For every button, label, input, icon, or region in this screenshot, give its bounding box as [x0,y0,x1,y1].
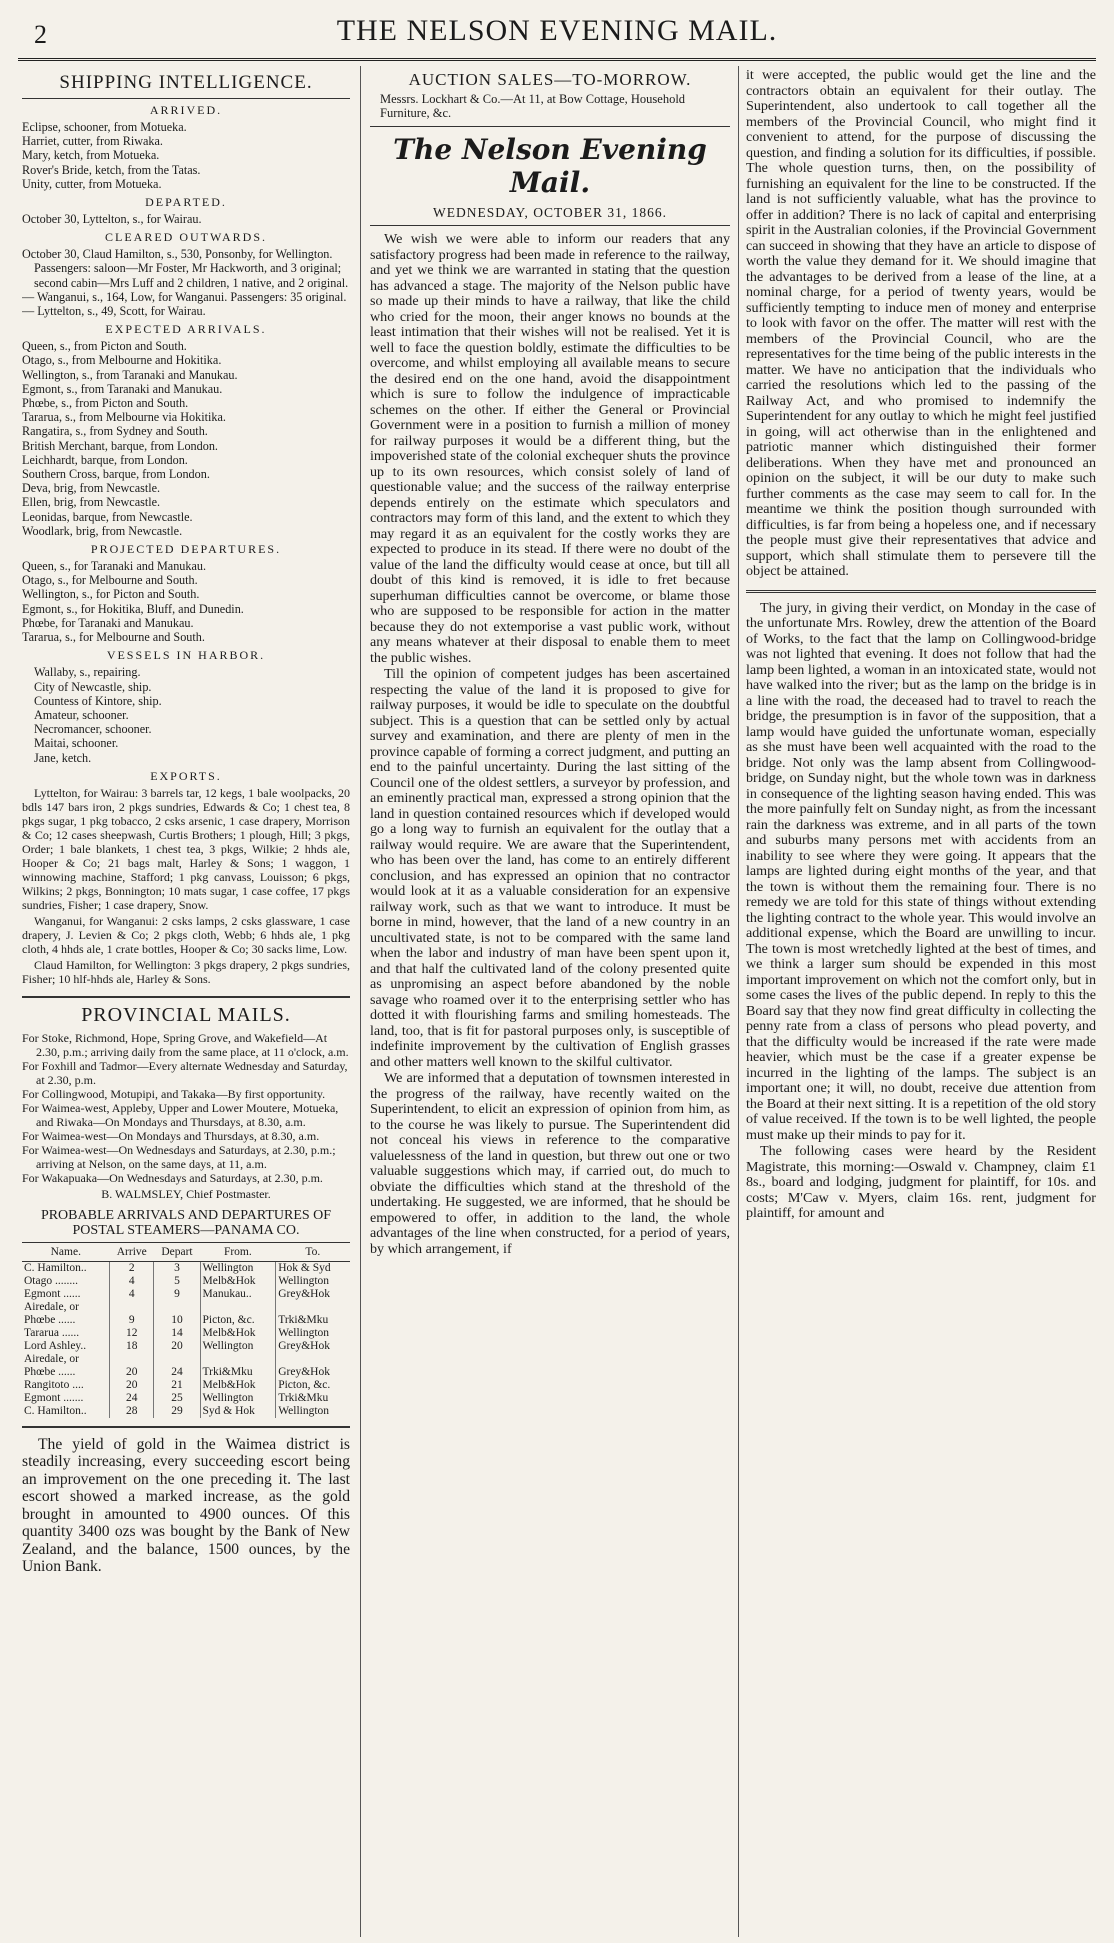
list-item: Leonidas, barque, from Newcastle. [22,509,193,524]
table-cell: Egmont ....... [24,1391,84,1404]
mail-item: For Waimea-west, Appleby, Upper and Lower Moutere, Motueka, and Riwaka—On Mondays and Thursdays, at 8.30, a.m. [22,1100,339,1129]
list-item: Countess of Kintore, ship. [34,693,162,708]
masthead-rule [18,58,1096,61]
steamers-table-body [22,1261,350,1418]
list-item: Rover's Bride, ketch, from the Tatas. [22,162,201,177]
table-cell: 9 [154,1288,200,1301]
table-cell [154,1353,200,1366]
list-item: Necromancer, schooner. [34,722,152,737]
column-header: From. [200,1242,276,1261]
table-cell: 20 [110,1366,154,1379]
exports-paragraph: Wanganui, for Wanganui: 2 csks lamps, 2 csks glassware, 1 case drapery, J. Levien & Co; 2 pkgs cloth, Webb; 6 hhds ale, 1 pkg cloth, 4 hhds ale, 1 crate bottles, Hooper & Co; 30 sacks lime, Low. [22,913,350,956]
table-cell: Wellington [200,1261,276,1275]
table-cell: Phœbe ...... [24,1313,76,1326]
table-cell: Picton, &c. [200,1314,276,1327]
editorial-paragraph: We are informed that a deputation of townsmen interested in the progress of the railway, have recently waited on the Superintendent, to elicit an expression of opinion from him, as to the course he was likely to pursue. The Superintendent did not conceal his views in reference to the comparative valuelessness of the land in question, but threw out one or two valuable suggestions which may, if carried out, do much to obviate the difficulties which stand at the threshold of the undertaking. He suggested, we are informed, that he should be empowered to offer, in addition to the land, the whole advantages of the line when constructed, for a period of years, by which arrangement, if [370,1070,730,1257]
list-item: Eclipse, schooner, from Motueka. [22,120,187,134]
table-cell: Wellington [200,1392,276,1405]
table-cell: Wellington [276,1327,350,1340]
table-cell: Manukau.. [200,1288,276,1301]
page-number: 2 [34,20,47,49]
table-cell: 4 [110,1288,154,1301]
table-cell: 9 [110,1314,154,1327]
steamers-table [22,1242,350,1418]
vessels-in-harbor-list [22,665,350,764]
list-item: Leichhardt, barque, from London. [22,452,188,467]
table-cell: Wellington [276,1405,350,1418]
table-cell: Grey&Hok [276,1340,350,1353]
list-item: Wellington, s., from Taranaki and Manukau. [22,367,238,382]
shipping-title: SHIPPING INTELLIGENCE. [22,72,350,99]
list-item: Mary, ketch, from Motueka. [22,148,160,163]
list-item: British Merchant, barque, from London. [22,438,218,453]
table-cell: Phœbe ...... [24,1365,76,1378]
section-heading: VESSELS IN HARBOR. [106,648,266,663]
list-item: Queen, s., for Taranaki and Manukau. [22,559,207,574]
editorial-continuation: it were accepted, the public would get the line and the contractors obtain an equivalent for their outlay. The Superintendent, also undertook to call together all the members of the Provincial Council, who might find it convenient to attend, for the purpose of discussing the question, and finding a solution for its difficulties, if possible. The whole question turns, then, on the possibility of furnishing an equivalent for the line to be constructed. If the land is not sufficiently valuable, what has the province to offer in addition? There is no lack of capital and enterprising spirit in the Australian colonies, if the Provincial Government can succeed in showing that they have an article to dispose of worth the value they demand for it. We should imagine that the advantages to be derived from a lease of the line, at a nominal charge, for a period of twenty years, would be sufficiently tempting to induce men of money and enterprise to look with favor on the offer. The matter will rest with the members of the Provincial Council, who are the representatives for the time being of the public interests in the matter. We have no anticipation that the individuals who carried the resolutions which led to the passing of the Railway Act, and who promised to indemnify the Superintendent for any outlay to which he might feel justified in going, will act otherwise than in the enlightened and patriotic manner which distinguished their former deliberations. When they have met and pronounced an opinion on the subject, it will be our duty to make such further comments as the case may seem to call for. In the meantime we think the position though surrounded with difficulties, is far from being a hopeless one, and if necessary the people must give their representatives that advice and support, which shall stimulate them to persevere till the object be attained. [746,68,1096,579]
editorial-paragraph: Till the opinion of competent judges has been ascertained respecting the value of the land it is proposed to give for railway purposes, it would be idle to speculate on the doubtful subject. This is a question that can be settled only by actual survey and examination, and there are plenty of men in the province capable of forming a correct judgment, and putting an end to the painful uncertainty. During the last sitting of the Council one of the oldest settlers, a surveyor by profession, and an eminently practical man, expressed a strong opinion that the land in question contained resources which if developed would go a long way to furnish an equivalent for the outlay that a railway would require. We are aware that the Superintendent, who has been over the land, has come to an entirely different conclusion, and has expressed an opinion that no contractor would look at it as a valuable consideration for an expensive railway work, such as that we want to introduce. It must be borne in mind, however, that the land of a new country in an uncultivated state, is not to be compared with the same land when the labor and industry of man have been spent upon it, and that half the cultivated land of the colony presented quite as unpromising an aspect before abandoned by the noble savage who roamed over it to the enterprising settler who has dotted it with flourishing farms and smiling homesteads. The land, too, that is fit for pastoral purposes only, is susceptible of indefinite improvement by the cultivation of English grasses and other matters well known to the skilful cultivator. [370,666,730,1070]
table-row [22,1288,350,1301]
table-cell: Wellington [200,1340,276,1353]
table-cell: Egmont ...... [24,1287,81,1300]
list-item: Wallaby, s., repairing. [34,665,141,680]
table-cell: Melb&Hok [200,1379,276,1392]
list-item: — Lyttelton, s., 49, Scott, for Wairau. [22,304,206,319]
table-cell: Syd & Hok [200,1405,276,1418]
list-item: Unity, cutter, from Motueka. [22,176,162,191]
mail-item: For Wakapuaka—On Wednesdays and Saturdays, at 2.30, p.m. [22,1170,323,1185]
table-cell: 12 [110,1327,154,1340]
jury-paragraph: The jury, in giving their verdict, on Monday in the case of the unfortunate Mrs. Rowley, drew the attention of the Board of Works, to the fact that the lamp on Collingwood-bridge was not lighted that evening. It does not follow that had the lamp been lighted, a woman in an intoxicated state, would not have walked into the river; but as the lamp on the bridge is in a line with the road, the deceased had to travel to reach the bridge, the presumption is in favor of the supposition, that a lamp would have guided the unfortunate woman, especially as she must have been well acquainted with the road to the bridge. Not only was the lamp absent from Collingwood-bridge, on Sunday night, but the whole town was in darkness in consequence of the lighting season having ended. This was the more painfully felt on Sunday night, as from the incessant rain the darkness was extreme, and in all parts of the town and suburbs many persons met with accidents from an inability to see where they were going. It appears that the lamps are lighted during eight months of the year, and that the town is without them the remaining four. There is no remedy we are told for this state of things without extending the lighting contract to the whole year. This would involve an additional expense, which the Board are unwilling to incur. The town is most wretchedly lighted at the best of times, and we think a larger sum should be expended in this most important improvement on which not the comfort only, but in some cases the lives of the public depend. In reply to this the Board say that they now find great difficulty in collecting the penny rate from a class of persons who plead poverty, and that the difficulty would be increased if the rate were made heavier, which must be the case if a greater expense be incurred in the lighting of the lamps. The subject is an important one; it will, no doubt, receive due attention from the Board at their next sitting. It is a repetition of the old story of value received. If the town is to be well lighted, the people must make up their minds to pay for it. [746,599,1096,1143]
table-cell: Melb&Hok [200,1275,276,1288]
table-cell: 18 [110,1340,154,1353]
table-cell [276,1353,350,1366]
provincial-mails-title: PROVINCIAL MAILS. [22,996,350,1027]
table-row [22,1340,350,1353]
mail-item: For Collingwood, Motupipi, and Takaka—By first opportunity. [22,1086,326,1101]
table-cell: 10 [154,1314,200,1327]
projected-departures-list [22,559,350,644]
table-cell: Hok & Syd [276,1261,350,1275]
table-cell: 28 [110,1405,154,1418]
column-header: To. [276,1242,350,1261]
table-cell: Otago ........ [24,1274,78,1287]
list-item: Deva, brig, from Newcastle. [22,481,161,496]
section-heading: EXPECTED ARRIVALS. [105,322,267,337]
list-item: Queen, s., from Picton and South. [22,339,187,354]
expected-arrivals-list [22,339,350,538]
table-cell: 29 [154,1405,200,1418]
table-row [22,1405,350,1418]
section-heading: PROJECTED DEPARTURES. [90,542,282,557]
table-cell [110,1301,154,1314]
table-row [22,1327,350,1340]
court-paragraph: The following cases were heard by the Resident Magistrate, this morning:—Oswald v. Champney, claim £1 8s., board and lodging, judgment for plaintiff, for 10s. and costs; M'Caw v. Myers, claim 16s. rent, judgment for plaintiff, for amount and [746,1143,1096,1221]
list-item: Woodlark, brig, from Newcastle. [22,523,183,538]
list-item: Rangatira, s., from Sydney and South. [22,424,208,439]
table-header-row [22,1242,350,1261]
mail-item: For Stoke, Richmond, Hope, Spring Grove, and Wakefield—At 2.30, p.m.; arriving daily from the same place, at 11 o'clock, a.m. [22,1030,349,1059]
list-item: Egmont, s., from Taranaki and Manukau. [22,381,223,396]
table-cell: 4 [110,1275,154,1288]
list-item: Egmont, s., for Hokitika, Bluff, and Dunedin. [22,601,244,616]
list-item: Tararua, s., from Melbourne via Hokitika. [22,410,226,425]
table-cell: Grey&Hok [276,1288,350,1301]
table-cell: Melb&Hok [200,1327,276,1340]
list-item: Wellington, s., for Picton and South. [22,587,200,602]
table-cell: 5 [154,1275,200,1288]
column-header: Arrive [110,1242,154,1261]
list-item: Tararua, s., for Melbourne and South. [22,630,205,645]
table-cell: 24 [110,1392,154,1405]
column-left [22,68,350,1935]
list-item: October 30, Lyttelton, s., for Wairau. [22,212,202,227]
table-row [22,1353,350,1366]
table-cell [200,1301,276,1314]
table-cell: C. Hamilton.. [24,1261,87,1274]
list-item: Harriet, cutter, from Riwaka. [22,134,163,149]
table-cell: Trki&Mku [276,1314,350,1327]
postmaster-signature: B. WALMSLEY, Chief Postmaster. [101,1186,271,1201]
table-row [22,1275,350,1288]
table-cell [200,1353,276,1366]
table-cell [110,1353,154,1366]
section-heading: ARRIVED. [149,103,223,117]
exports-paragraph: Claud Hamilton, for Wellington: 3 pkgs drapery, 2 pkgs sundries, Fisher; 10 hlf-hhds ale, Harley & Sons. [22,957,350,986]
list-item: Phœbe, s., from Picton and South. [22,396,189,411]
mail-item: For Waimea-west—On Mondays and Thursdays, at 8.30, a.m. [22,1128,320,1143]
table-cell: Wellington [276,1275,350,1288]
list-item: Jane, ketch. [34,750,92,765]
auction-heading: AUCTION SALES—TO-MORROW. [408,70,692,89]
mail-item: For Foxhill and Tadmor—Every alternate Wednesday and Saturday, at 2.30, p.m. [22,1058,348,1087]
table-cell: 3 [154,1261,200,1275]
list-item: Ellen, brig, from Newcastle. [22,495,161,510]
steamers-table-title: PROBABLE ARRIVALS AND DEPARTURES OF POSTAL STEAMERS—PANAMA CO. [40,1207,332,1238]
table-cell: C. Hamilton.. [24,1404,87,1417]
table-cell [276,1301,350,1314]
list-item: Southern Cross, barque, from London. [22,467,210,482]
exports-paragraph: Lyttelton, for Wairau: 3 barrels tar, 12 kegs, 1 bale woolpacks, 20 bdls 147 bars iron, 2 pkgs sundries, Edwards & Co; 1 chest tea, 8 pkgs sugar, 1 pkg tobacco, 2 csks arsenic, 1 case drapery, Morrison & Co; 12 cases sheepwash, Curtis Brothers; 1 plough, Hill; 3 pkgs, Order; 1 bale blankets, 1 chest tea, 3 pkgs, Wilkie; 2 hhds ale, Hooper & Co; 21 bags malt, Harley & Sons; 1 waggon, 1 winnowing machine, Stafford; 1 pkg canvass, Louisson; 6 pkgs, Wilkins; 2 pkgs, Bonnington; 10 mats sugar, 1 case coffee, 17 pkgs sundries, Fisher; 1 case drapery, Snow. [22,785,350,912]
table-cell: Trki&Mku [276,1392,350,1405]
dateline: WEDNESDAY, OCTOBER 31, 1866. [432,205,668,220]
list-item: Otago, s., for Melbourne and South. [22,573,198,588]
table-cell: 21 [154,1379,200,1392]
table-cell: 2 [110,1261,154,1275]
section-heading: EXPORTS. [150,768,222,783]
column-middle [370,68,730,1935]
masthead: THE NELSON EVENING MAIL. [336,14,778,47]
paper-title: The Nelson Evening Mail. [370,126,730,199]
table-cell: Trki&Mku [200,1366,276,1379]
gold-paragraph: The yield of gold in the Waimea district is steadily increasing, every succeeding escort being an improvement on the one preceding it. The last escort showed a marked increase, as the gold brought in amounted to 4900 ounces. Of this quantity 3400 ozs was bought by the Bank of New Zealand, and the balance, 1500 ounces, by the Union Bank. [22,1426,350,1576]
section-heading: CLEARED OUTWARDS. [105,230,267,245]
column-header: Depart [154,1242,200,1261]
table-cell: 24 [154,1366,200,1379]
table-cell: Picton, &c. [276,1379,350,1392]
table-cell [154,1301,200,1314]
table-cell: Lord Ashley.. [24,1339,87,1352]
table-cell: Airedale, or [24,1300,79,1313]
list-item: Maitai, schooner. [34,736,119,751]
table-cell: 20 [110,1379,154,1392]
table-cell: Rangitoto .... [24,1378,84,1391]
table-cell: Tararua ...... [24,1326,80,1339]
table-cell: Airedale, or [24,1352,79,1365]
table-cell: 25 [154,1392,200,1405]
table-cell: 14 [154,1327,200,1340]
table-row [22,1314,350,1327]
list-item: Amateur, schooner. [34,707,129,722]
column-divider [738,66,739,1937]
list-item: Otago, s., from Melbourne and Hokitika. [22,353,222,368]
table-cell: Grey&Hok [276,1366,350,1379]
column-divider [360,66,361,1937]
table-row [22,1379,350,1392]
column-right [746,68,1096,1935]
divider [370,225,730,226]
table-cell: 20 [154,1340,200,1353]
table-row [22,1392,350,1405]
divider [746,590,1096,593]
table-row [22,1301,350,1314]
auction-notice: Messrs. Lockhart & Co.—At 11, at Bow Cottage, Household Furniture, &c. [380,92,686,120]
arrived-list [22,120,350,191]
list-item: — Wanganui, s., 164, Low, for Wanganui. Passengers: 35 original. [22,289,347,304]
mail-item: For Waimea-west—On Wednesdays and Saturdays, at 2.30, p.m.; arriving at Nelson, on the same days, at 11, a.m. [22,1142,336,1171]
column-header: Name. [22,1242,110,1261]
editorial-paragraph: We wish we were able to inform our readers that any satisfactory progress had been made in reference to the railway, and yet we think we are warranted in stating that the question has advanced a stage. The majority of the Nelson public have so made up their minds to have a railway, that like the child who cried for the moon, their anger knows no bounds at the least intimation that their wishes will not be realised. Yet it is well to face the question boldly, estimate the difficulties to be overcome, and whilst employing all available means to secure the desired end on the one hand, avoid the disappointment which is sure to follow the indulgence of impracticable schemes on the other. If either the General or Provincial Government were in a position to furnish a million of money for railway purposes it would be a different thing, but the impoverished state of the colonial exchequer shuts the province up to its own resources, which consist solely of land of questionable value; and the success of the railway enterprise depends entirely on the estimate which speculators and contractors may form of this land, and the extent to which they may regard it as an equivalent for the costly works they are expected to produce in its stead. If there were no doubt of the value of the land the difficulty would cease at once, but till all doubt of this kind is removed, it is idle to fret because superhuman difficulties cannot be overcome, or blame those who are supposed to be responsible for action in the matter because they do not extemporise a vast public work, without any means whatever at their disposal to enable them to meet the public wishes. [370,231,730,666]
list-item: Phœbe, for Taranaki and Manukau. [22,615,194,630]
section-heading: DEPARTED. [145,195,227,210]
list-item: City of Newcastle, ship. [34,679,152,694]
list-item: October 30, Claud Hamilton, s., 530, Ponsonby, for Wellington. Passengers: saloon—Mr Foster, Mr Hackworth, and 3 original; second cabin—Mrs Luff and 2 children, 1 native, and 2 original. [22,247,349,290]
table-row [22,1261,350,1275]
table-row [22,1366,350,1379]
